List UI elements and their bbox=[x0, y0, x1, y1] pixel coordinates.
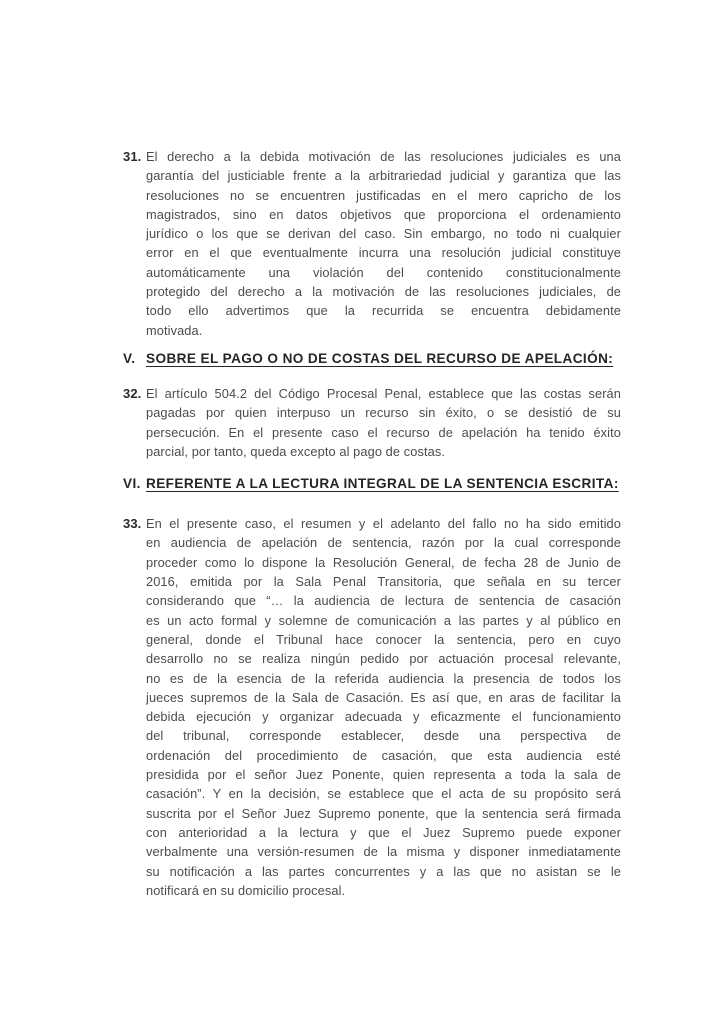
section-numeral: VI. bbox=[123, 476, 141, 492]
section-heading bbox=[123, 474, 621, 493]
text-line: su notificación a las partes concurrentes y a las que no asistan se le bbox=[146, 863, 621, 879]
text-line: En el presente caso, el resumen y el adelanto del fallo no ha sido emitido bbox=[146, 516, 621, 532]
numbered-paragraph bbox=[123, 384, 621, 461]
text-line: presidida por el señor Juez Ponente, quien representa a toda la sala de bbox=[146, 767, 621, 783]
numbered-paragraph bbox=[123, 514, 621, 900]
text-line: motivada. bbox=[146, 322, 203, 338]
text-line: magistrados, sino en datos objetivos que proporciona el ordenamiento bbox=[146, 206, 621, 222]
text-line: no es de la esencia de la referida audiencia la presencia de todos los bbox=[146, 670, 621, 686]
text-line: persecución. En el presente caso el recurso de apelación ha tenido éxito bbox=[146, 424, 621, 440]
text-line: protegido del derecho a la motivación de las resoluciones judiciales, de bbox=[146, 284, 621, 300]
section-title: SOBRE EL PAGO O NO DE COSTAS DEL RECURSO DE APELACIÓN: bbox=[146, 350, 614, 366]
numbered-paragraph bbox=[123, 147, 621, 340]
document-content bbox=[123, 147, 621, 900]
text-line: resoluciones no se encuentren justificadas en el mero capricho de los bbox=[146, 187, 621, 203]
text-line: jurídico o los que se derivan del caso. Sin embargo, no todo ni cualquier bbox=[146, 226, 621, 242]
text-line: verbalmente una versión-resumen de la misma y disponer inmediatamente bbox=[146, 844, 621, 860]
paragraph-text bbox=[146, 514, 621, 900]
text-line: considerando que “… la audiencia de lectura de sentencia de casación bbox=[146, 593, 621, 609]
text-line: suscrita por el Señor Juez Supremo ponente, que la sentencia será firmada bbox=[146, 805, 621, 821]
section-numeral: V. bbox=[123, 350, 136, 366]
section-heading bbox=[123, 349, 621, 368]
text-line: en audiencia de apelación de sentencia, razón por la cual corresponde bbox=[146, 535, 621, 551]
paragraph-text bbox=[146, 384, 621, 461]
paragraph-text bbox=[146, 147, 621, 340]
text-line: parcial, por tanto, queda excepto al pago de costas. bbox=[146, 443, 446, 459]
text-line: automáticamente una violación del contenido constitucionalmente bbox=[146, 264, 621, 280]
text-line: con anterioridad a la lectura y que el Juez Supremo puede exponer bbox=[146, 824, 621, 840]
text-line: El artículo 504.2 del Código Procesal Penal, establece que las costas serán bbox=[146, 385, 621, 401]
text-line: es un acto formal y solemne de comunicación a las partes y al público en bbox=[146, 612, 621, 628]
text-line: desarrollo no se realiza ningún pedido por actuación procesal relevante, bbox=[146, 651, 621, 667]
text-line: proceder como lo dispone la Resolución General, de fecha 28 de Junio de bbox=[146, 554, 621, 570]
section-title: REFERENTE A LA LECTURA INTEGRAL DE LA SENTENCIA ESCRITA: bbox=[146, 476, 619, 492]
text-line: casación”. Y en la decisión, se establece que el acta de su propósito será bbox=[146, 786, 621, 802]
text-line: 2016, emitida por la Sala Penal Transitoria, que señala en su tercer bbox=[146, 574, 621, 590]
paragraph-number: 33. bbox=[123, 516, 142, 532]
text-line: jueces supremos de la Sala de Casación. Es así que, en aras de facilitar la bbox=[146, 689, 621, 705]
text-line: debida ejecución y organizar adecuada y eficazmente el funcionamiento bbox=[146, 709, 621, 725]
text-line: error en el que eventualmente incurra una resolución judicial constituye bbox=[146, 245, 621, 261]
paragraph-number: 31. bbox=[123, 149, 142, 164]
text-line: todo ello advertimos que la recurrida se encuentra debidamente bbox=[146, 303, 621, 319]
text-line: general, donde el Tribunal hace conocer la sentencia, pero en cuyo bbox=[146, 631, 621, 647]
text-line: garantía del justiciable frente a la arbitrariedad judicial y garantiza que las bbox=[146, 168, 621, 184]
text-line: ordenación del procedimiento de casación, que esta audiencia esté bbox=[146, 747, 621, 763]
text-line: El derecho a la debida motivación de las resoluciones judiciales es una bbox=[146, 149, 621, 164]
text-line: pagadas por quien interpuso un recurso sin éxito, o se desistió de su bbox=[146, 405, 621, 421]
paragraph-number: 32. bbox=[123, 385, 142, 401]
text-line: notificará en su domicilio procesal. bbox=[146, 882, 346, 898]
text-line: del tribunal, corresponde establecer, desde una perspectiva de bbox=[146, 728, 621, 744]
